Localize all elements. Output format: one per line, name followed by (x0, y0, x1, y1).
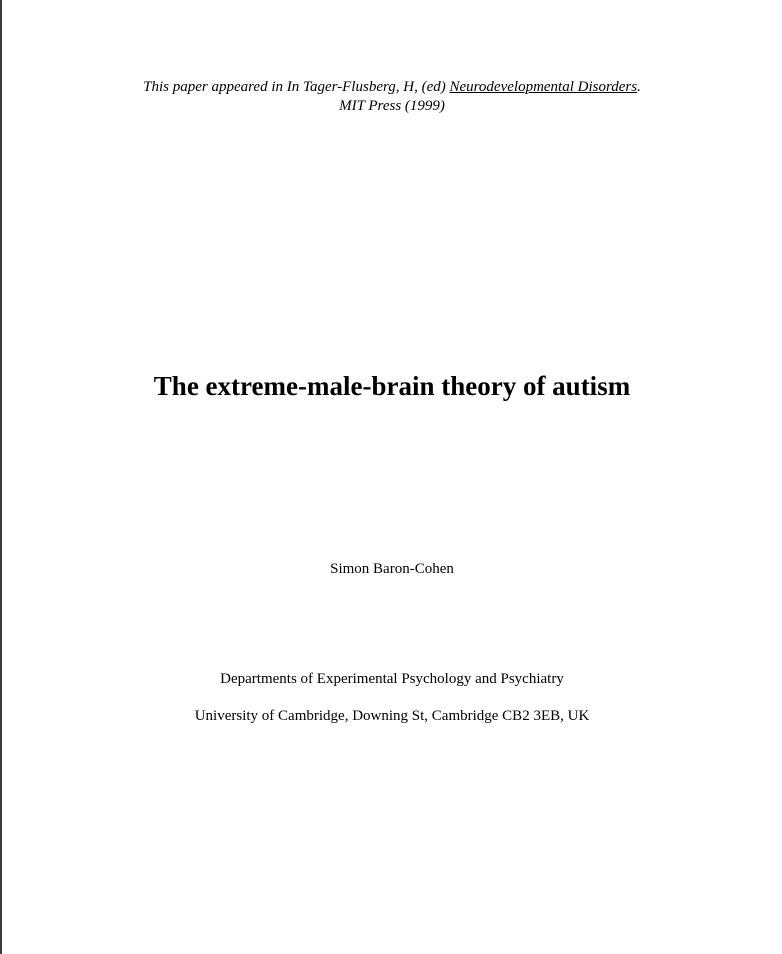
book-title: Neurodevelopmental Disorders (449, 79, 638, 95)
publication-note (2, 78, 782, 116)
affiliation-department: Departments of Experimental Psychology and Psychiatry (220, 671, 564, 687)
author-name: Simon Baron-Cohen (330, 561, 454, 577)
publication-note-suffix: . (637, 79, 641, 95)
affiliation-address: University of Cambridge, Downing St, Cambridge CB2 3EB, UK (194, 708, 590, 724)
paper-title: The extreme-male-brain theory of autism (153, 371, 631, 401)
publisher-line: MIT Press (1999) (339, 98, 445, 114)
paper-page (2, 0, 782, 954)
publication-note-prefix: This paper appeared in In Tager-Flusberg, H, (ed) (143, 79, 450, 95)
